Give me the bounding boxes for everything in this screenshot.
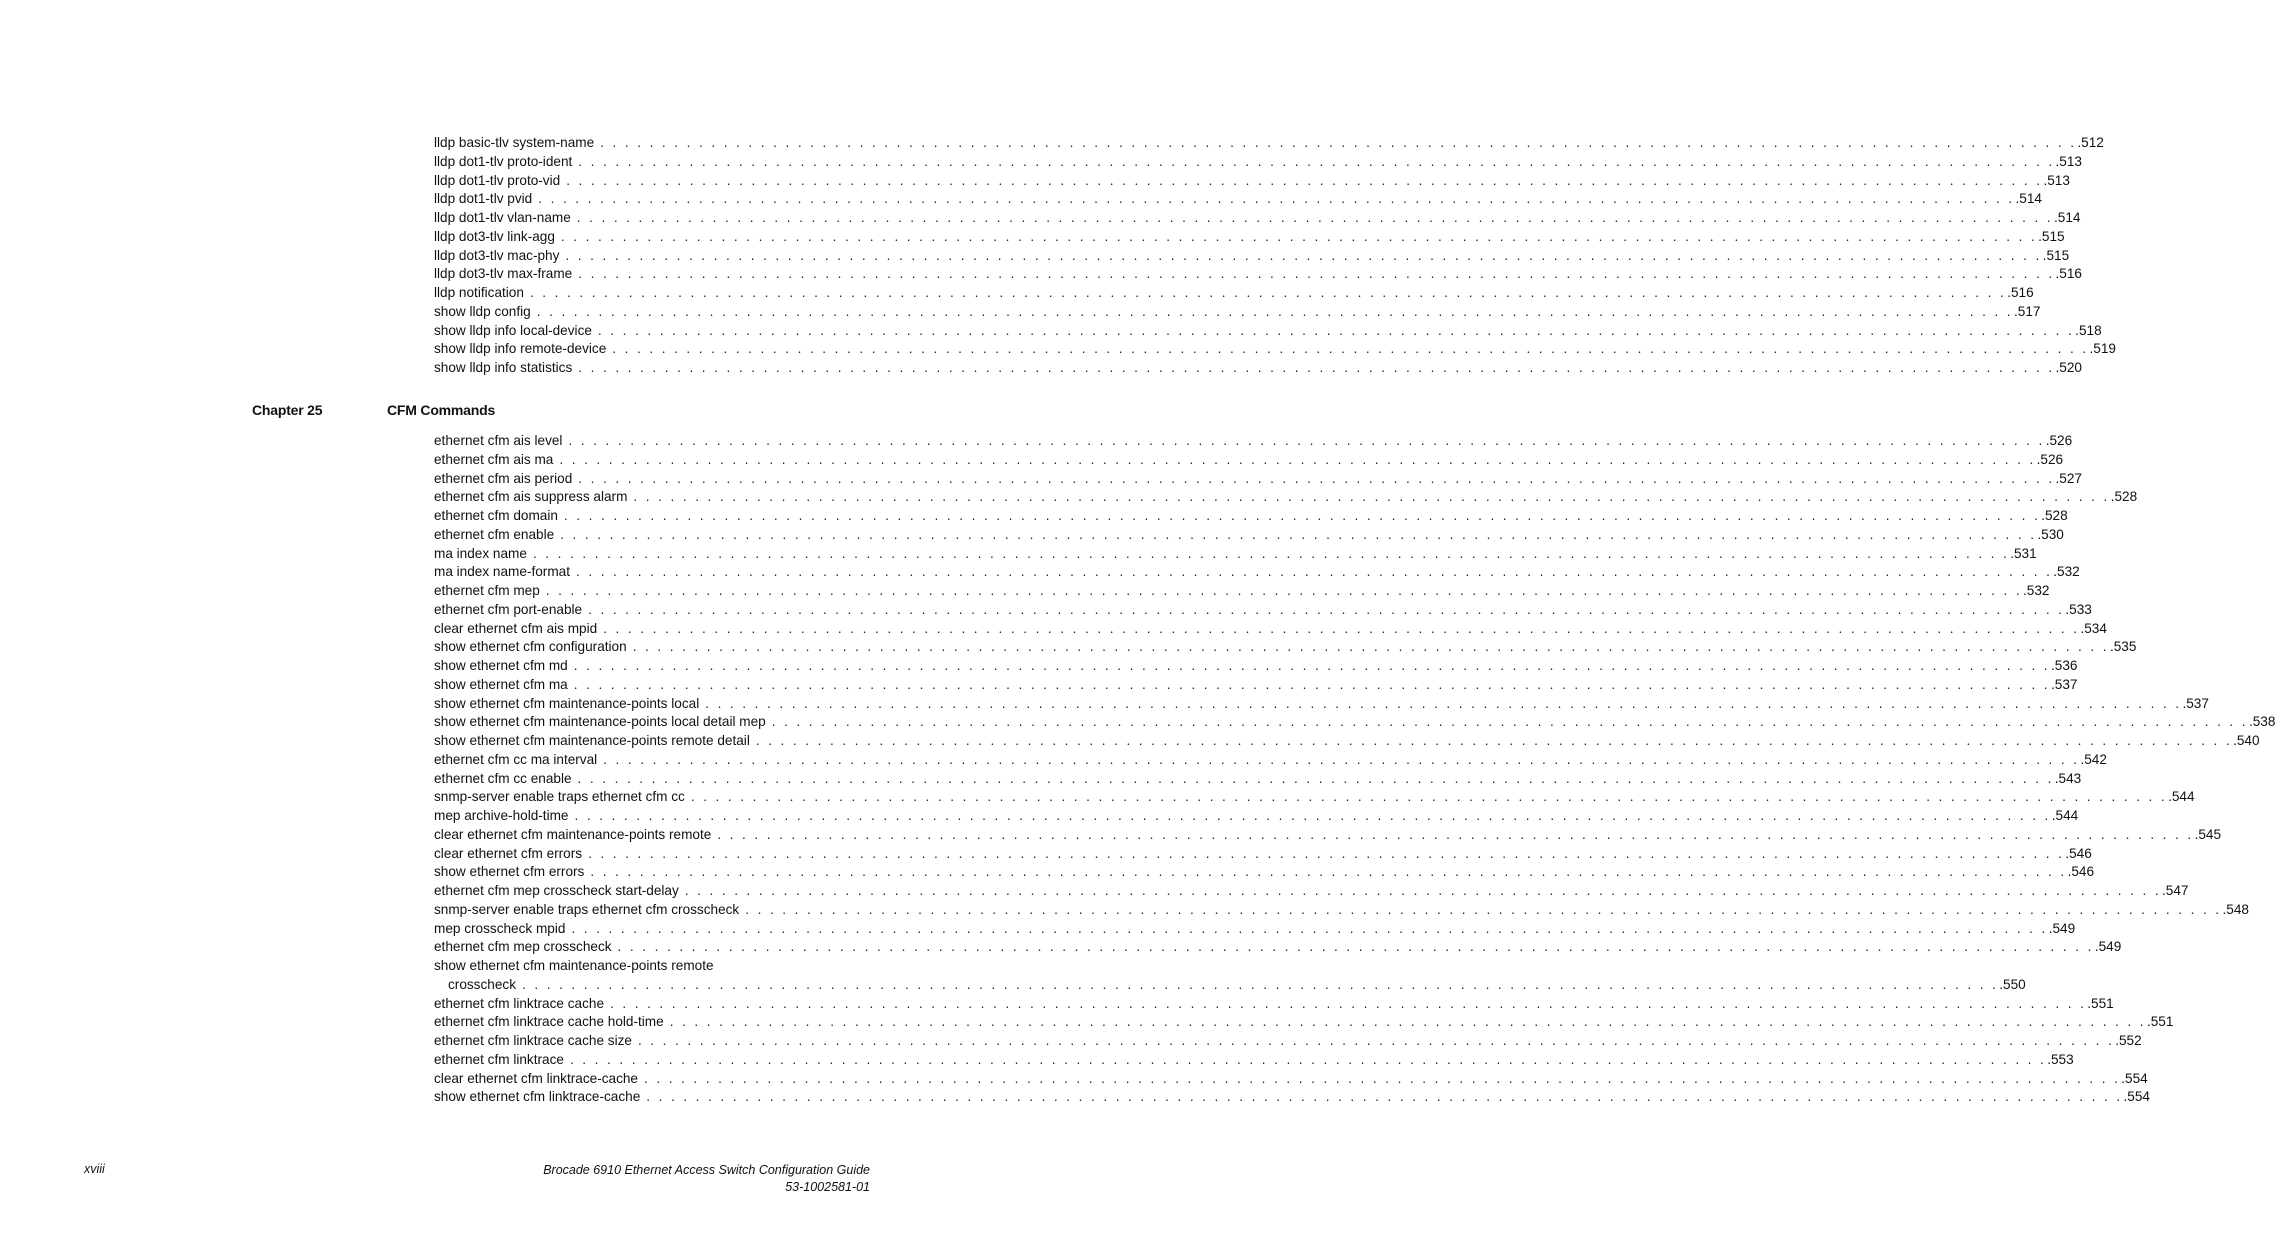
toc-entry-title: show ethernet cfm errors <box>434 864 585 880</box>
toc-leader-dots: . . . . . . . . . . . . . . . . . . . . . . . . . . . . . . . . . . . . . . . . . . . . . . . . . . . . . . . . . . . . . . . . . . . . . . . . . . . . . . . . . . . . . . . . . . . . . . . . . . . . . . . . . . . . . . . . . . . . . . . . <box>637 1033 2115 1048</box>
toc-leader-dots: . . . . . . . . . . . . . . . . . . . . . . . . . . . . . . . . . . . . . . . . . . . . . . . . . . . . . . . . . . . . . . . . . . . . . . . . . . . . . . . . . . . . . . . . . . . . . . . . . . . . . . . . . . . . . . . . . . . . . . . . <box>771 714 2248 730</box>
toc-leader-dots: . . . . . . . . . . . . . . . . . . . . . . . . . . . . . . . . . . . . . . . . . . . . . . . . . . . . . . . . . . . . . . . . . . . . . . . . . . . . . . . . . . . . . . . . . . . . . . . . . . . . . . . . . . . . . . . . . . . . . . . . <box>717 826 2194 842</box>
toc-page-number: .526 <box>2045 433 2073 448</box>
toc-leader-dots: . . . . . . . . . . . . . . . . . . . . . . . . . . . . . . . . . . . . . . . . . . . . . . . . . . . . . . . . . . . . . . . . . . . . . . . . . . . . . . . . . . . . . . . . . . . . . . . . . . . . . . . . . . . . . . . . . . . . . . . . <box>559 451 2036 467</box>
toc-leader-dots: . . . . . . . . . . . . . . . . . . . . . . . . . . . . . . . . . . . . . . . . . . . . . . . . . . . . . . . . . . . . . . . . . . . . . . . . . . . . . . . . . . . . . . . . . . . . . . . . . . . . . . . . . . . . . . . . . . . . . . . . <box>578 470 2055 486</box>
toc-leader-dots: . . . . . . . . . . . . . . . . . . . . . . . . . . . . . . . . . . . . . . . . . . . . . . . . . . . . . . . . . . . . . . . . . . . . . . . . . . . . . . . . . . . . . . . . . . . . . . . . . . . . . . . . . . . . . . . . . . . . . . . . <box>617 939 2094 955</box>
toc-entry[interactable] <box>434 920 2076 939</box>
toc-page-number: .534 <box>2080 620 2107 636</box>
toc-entry-title: ethernet cfm port-enable <box>434 601 583 617</box>
toc-page-number: .528 <box>2110 489 2138 505</box>
toc-entry-title: lldp dot1-tlv vlan-name <box>434 210 571 225</box>
toc-entry[interactable] <box>434 732 2260 751</box>
toc-entry[interactable] <box>434 470 2082 489</box>
toc-entry-title: show lldp config <box>434 303 531 319</box>
toc-leader-dots: . . . . . . . . . . . . . . . . . . . . . . . . . . . . . . . . . . . . . . . . . . . . . . . . . . . . . . . . . . . . . . . . . . . . . . . . . . . . . . . . . . . . . . . . . . . . . . . . . . . . . . . . . . . . . . . . . . . . . . . . <box>560 228 2038 244</box>
toc-entry-title: show ethernet cfm md <box>434 658 568 673</box>
toc-leader-dots: . . . . . . . . . . . . . . . . . . . . . . . . . . . . . . . . . . . . . . . . . . . . . . . . . . . . . . . . . . . . . . . . . . . . . . . . . . . . . . . . . . . . . . . . . . . . . . . . . . . . . . . . . . . . . . . . . . . . . . . . <box>603 751 2080 767</box>
toc-page-number: .537 <box>2182 695 2209 711</box>
toc-leader-dots: . . . . . . . . . . . . . . . . . . . . . . . . . . . . . . . . . . . . . . . . . . . . . . . . . . . . . . . . . . . . . . . . . . . . . . . . . . . . . . . . . . . . . . . . . . . . . . . . . . . . . . . . . . . . . . . . . . . . . . . . <box>532 545 2010 561</box>
toc-entry-title: lldp dot1-tlv proto-ident <box>434 153 573 169</box>
toc-entry-title: show ethernet cfm maintenance-points local detail mep <box>434 714 766 730</box>
toc-entry[interactable] <box>434 340 2116 359</box>
toc-leader-dots: . . . . . . . . . . . . . . . . . . . . . . . . . . . . . . . . . . . . . . . . . . . . . . . . . . . . . . . . . . . . . . . . . . . . . . . . . . . . . . . . . . . . . . . . . . . . . . . . . . . . . . . . . . . . . . . . . . . . . . . . <box>571 920 2048 936</box>
toc-entry-title: ethernet cfm linktrace cache <box>434 995 605 1011</box>
toc-entry[interactable] <box>434 882 2189 901</box>
toc-leader-dots: . . . . . . . . . . . . . . . . . . . . . . . . . . . . . . . . . . . . . . . . . . . . . . . . . . . . . . . . . . . . . . . . . . . . . . . . . . . . . . . . . . . . . . . . . . . . . . . . . . . . . . . . . . . . . . . . . . . . . . . . <box>669 1014 2146 1030</box>
toc-entry-title: lldp notification <box>434 285 524 300</box>
toc-entry[interactable] <box>434 322 2102 341</box>
toc-entry-title: ethernet cfm linktrace <box>434 1051 564 1067</box>
toc-page-number: .537 <box>2050 676 2078 692</box>
toc-entry-continuation[interactable] <box>434 976 2026 995</box>
toc-page-number: .549 <box>2048 920 2076 936</box>
toc-entry[interactable] <box>434 359 2082 378</box>
toc-page-number: .543 <box>2054 770 2082 786</box>
toc-entry-title: ethernet cfm mep crosscheck start-delay <box>434 883 679 898</box>
toc-page-number: .518 <box>2075 322 2102 338</box>
toc-entry[interactable] <box>434 788 2195 807</box>
chapter-title: CFM Commands <box>387 402 496 418</box>
toc-entry[interactable] <box>434 1051 2074 1070</box>
toc-entry[interactable] <box>434 488 2138 507</box>
toc-leader-dots: . . . . . . . . . . . . . . . . . . . . . . . . . . . . . . . . . . . . . . . . . . . . . . . . . . . . . . . . . . . . . . . . . . . . . . . . . . . . . . . . . . . . . . . . . . . . . . . . . . . . . . . . . . . . . . . . . . . . . . . . <box>588 845 2065 861</box>
toc-page-number: .540 <box>2233 733 2260 748</box>
toc-entry[interactable] <box>434 265 2082 284</box>
toc-leader-dots: . . . . . . . . . . . . . . . . . . . . . . . . . . . . . . . . . . . . . . . . . . . . . . . . . . . . . . . . . . . . . . . . . . . . . . . . . . . . . . . . . . . . . . . . . . . . . . . . . . . . . . . . . . . . . . . . . . . . . . . . <box>646 1089 2123 1105</box>
toc-entry[interactable] <box>434 284 2034 303</box>
toc-entry[interactable] <box>434 863 2095 882</box>
toc-leader-dots: . . . . . . . . . . . . . . . . . . . . . . . . . . . . . . . . . . . . . . . . . . . . . . . . . . . . . . . . . . . . . . . . . . . . . . . . . . . . . . . . . . . . . . . . . . . . . . . . . . . . . . . . . . . . . . . . . . . . . . . . <box>590 864 2067 880</box>
toc-leader-dots: . . . . . . . . . . . . . . . . . . . . . . . . . . . . . . . . . . . . . . . . . . . . . . . . . . . . . . . . . . . . . . . . . . . . . . . . . . . . . . . . . . . . . . . . . . . . . . . . . . . . . . . . . . . . . . . . . . . . . . . . <box>612 341 2089 357</box>
toc-page-number: .520 <box>2055 360 2082 375</box>
toc-page-number: .514 <box>2054 210 2081 225</box>
toc-page-number: .516 <box>2055 266 2082 282</box>
toc-leader-dots: . . . . . . . . . . . . . . . . . . . . . . . . . . . . . . . . . . . . . . . . . . . . . . . . . . . . . . . . . . . . . . . . . . . . . . . . . . . . . . . . . . . . . . . . . . . . . . . . . . . . . . . . . . . . . . . . . . . . . . . . <box>573 658 2050 673</box>
toc-page-number: .552 <box>2115 1033 2142 1048</box>
toc-page-number: .546 <box>2065 845 2092 861</box>
toc-page-number: .551 <box>2087 995 2114 1011</box>
toc-entry-title: snmp-server enable traps ethernet cfm cc <box>434 789 685 805</box>
cfm-toc-list <box>434 432 2275 1107</box>
toc-page-number: .512 <box>2077 135 2104 150</box>
toc-entry-title: mep crosscheck mpid <box>434 920 566 936</box>
toc-leader-dots: . . . . . . . . . . . . . . . . . . . . . . . . . . . . . . . . . . . . . . . . . . . . . . . . . . . . . . . . . . . . . . . . . . . . . . . . . . . . . . . . . . . . . . . . . . . . . . . . . . . . . . . . . . . . . . . . . . . . . . . . <box>745 901 2222 917</box>
toc-entry[interactable] <box>434 545 2037 564</box>
toc-entry[interactable] <box>434 303 2041 322</box>
toc-entry[interactable] <box>434 1032 2142 1051</box>
toc-entry[interactable] <box>434 770 2082 789</box>
toc-page-number: .554 <box>2121 1070 2148 1086</box>
toc-leader-dots: . . . . . . . . . . . . . . . . . . . . . . . . . . . . . . . . . . . . . . . . . . . . . . . . . . . . . . . . . . . . . . . . . . . . . . . . . . . . . . . . . . . . . . . . . . . . . . . . . . . . . . . . . . . . . . . . . . . . . . . . <box>536 303 2013 319</box>
toc-page-number: .515 <box>2038 228 2065 244</box>
toc-entry-title: mep archive-hold-time <box>434 808 569 823</box>
toc-leader-dots: . . . . . . . . . . . . . . . . . . . . . . . . . . . . . . . . . . . . . . . . . . . . . . . . . . . . . . . . . . . . . . . . . . . . . . . . . . . . . . . . . . . . . . . . . . . . . . . . . . . . . . . . . . . . . . . . . . . . . . . . <box>578 360 2055 375</box>
toc-leader-dots: . . . . . . . . . . . . . . . . . . . . . . . . . . . . . . . . . . . . . . . . . . . . . . . . . . . . . . . . . . . . . . . . . . . . . . . . . . . . . . . . . . . . . . . . . . . . . . . . . . . . . . . . . . . . . . . . . . . . . . . . <box>573 676 2050 692</box>
toc-entry-title: clear ethernet cfm linktrace-cache <box>434 1070 638 1086</box>
toc-entry[interactable] <box>434 845 2092 864</box>
toc-page-number: .514 <box>2015 191 2042 207</box>
toc-page-number: .545 <box>2194 826 2222 842</box>
lldp-toc-list <box>434 134 2116 378</box>
toc-entry-title: ethernet cfm linktrace cache size <box>434 1033 632 1048</box>
toc-leader-dots: . . . . . . . . . . . . . . . . . . . . . . . . . . . . . . . . . . . . . . . . . . . . . . . . . . . . . . . . . . . . . . . . . . . . . . . . . . . . . . . . . . . . . . . . . . . . . . . . . . . . . . . . . . . . . . . . . . . . . . . . <box>610 995 2087 1011</box>
toc-entry[interactable] <box>434 228 2065 247</box>
toc-page-number: .527 <box>2055 470 2082 486</box>
toc-entry-title-continued: crosscheck <box>448 976 516 992</box>
toc-page-number: .551 <box>2146 1014 2174 1030</box>
toc-entry-title: show ethernet cfm configuration <box>434 639 627 655</box>
toc-entry-title: show lldp info local-device <box>434 322 592 338</box>
toc-entry-title: lldp dot3-tlv max-frame <box>434 266 573 282</box>
toc-entry-title: lldp dot3-tlv link-agg <box>434 228 555 244</box>
toc-entry-title: show ethernet cfm linktrace-cache <box>434 1089 641 1105</box>
toc-page-number: .546 <box>2067 864 2095 880</box>
toc-entry-title: clear ethernet cfm maintenance-points remote <box>434 826 712 842</box>
toc-leader-dots: . . . . . . . . . . . . . . . . . . . . . . . . . . . . . . . . . . . . . . . . . . . . . . . . . . . . . . . . . . . . . . . . . . . . . . . . . . . . . . . . . . . . . . . . . . . . . . . . . . . . . . . . . . . . . . . . . . . . . . . . <box>632 639 2109 655</box>
toc-entry[interactable] <box>434 582 2050 601</box>
toc-page-number: .547 <box>2162 883 2189 898</box>
toc-leader-dots: . . . . . . . . . . . . . . . . . . . . . . . . . . . . . . . . . . . . . . . . . . . . . . . . . . . . . . . . . . . . . . . . . . . . . . . . . . . . . . . . . . . . . . . . . . . . . . . . . . . . . . . . . . . . . . . . . . . . . . . . <box>566 172 2043 188</box>
toc-entry[interactable] <box>434 807 2079 826</box>
toc-page-number: .553 <box>2047 1051 2074 1067</box>
toc-leader-dots: . . . . . . . . . . . . . . . . . . . . . . . . . . . . . . . . . . . . . . . . . . . . . . . . . . . . . . . . . . . . . . . . . . . . . . . . . . . . . . . . . . . . . . . . . . . . . . . . . . . . . . . . . . . . . . . . . . . . . . . . <box>576 210 2054 225</box>
toc-page-number: .528 <box>2041 508 2068 523</box>
toc-page-number: .530 <box>2037 526 2064 542</box>
toc-entry-title: ethernet cfm mep crosscheck <box>434 939 612 955</box>
toc-leader-dots: . . . . . . . . . . . . . . . . . . . . . . . . . . . . . . . . . . . . . . . . . . . . . . . . . . . . . . . . . . . . . . . . . . . . . . . . . . . . . . . . . . . . . . . . . . . . . . . . . . . . . . . . . . . . . . . . . . . . . . . . <box>578 153 2055 169</box>
toc-entry[interactable] <box>434 134 2104 153</box>
toc-leader-dots: . . . . . . . . . . . . . . . . . . . . . . . . . . . . . . . . . . . . . . . . . . . . . . . . . . . . . . . . . . . . . . . . . . . . . . . . . . . . . . . . . . . . . . . . . . . . . . . . . . . . . . . . . . . . . . . . . . . . . . . . <box>560 526 2037 542</box>
toc-entry[interactable] <box>434 1070 2148 1089</box>
footer-guide-title: Brocade 6910 Ethernet Access Switch Configuration Guide <box>543 1163 870 1177</box>
toc-leader-dots: . . . . . . . . . . . . . . . . . . . . . . . . . . . . . . . . . . . . . . . . . . . . . . . . . . . . . . . . . . . . . . . . . . . . . . . . . . . . . . . . . . . . . . . . . . . . . . . . . . . . . . . . . . . . . . . . . . . . . . . . <box>690 789 2168 805</box>
toc-leader-dots: . . . . . . . . . . . . . . . . . . . . . . . . . . . . . . . . . . . . . . . . . . . . . . . . . . . . . . . . . . . . . . . . . . . . . . . . . . . . . . . . . . . . . . . . . . . . . . . . . . . . . . . . . . . . . . . . . . . . . . . . <box>755 733 2233 748</box>
toc-entry-title: snmp-server enable traps ethernet cfm crosscheck <box>434 901 740 917</box>
toc-leader-dots: . . . . . . . . . . . . . . . . . . . . . . . . . . . . . . . . . . . . . . . . . . . . . . . . . . . . . . . . . . . . . . . . . . . . . . . . . . . . . . . . . . . . . . . . . . . . . . . . . . . . . . . . . . . . . . . . . . . . . . . . <box>633 489 2110 505</box>
toc-entry[interactable] <box>434 172 2070 191</box>
toc-entry-title: lldp dot1-tlv pvid <box>434 191 533 207</box>
toc-page-number: .536 <box>2050 658 2078 673</box>
toc-entry[interactable] <box>434 601 2092 620</box>
toc-page-number: .554 <box>2123 1089 2150 1105</box>
toc-entry[interactable] <box>434 826 2222 845</box>
toc-entry-title: lldp basic-tlv system-name <box>434 135 595 150</box>
toc-entry[interactable] <box>434 247 2070 266</box>
toc-entry[interactable] <box>434 209 2081 228</box>
toc-page-number: .533 <box>2065 601 2092 617</box>
toc-entry-title: ma index name-format <box>434 564 570 580</box>
toc-leader-dots: . . . . . . . . . . . . . . . . . . . . . . . . . . . . . . . . . . . . . . . . . . . . . . . . . . . . . . . . . . . . . . . . . . . . . . . . . . . . . . . . . . . . . . . . . . . . . . . . . . . . . . . . . . . . . . . . . . . . . . . . <box>705 695 2182 711</box>
toc-entry[interactable] <box>434 432 2073 451</box>
toc-entry-title: ethernet cfm mep <box>434 583 540 598</box>
toc-page-number: .550 <box>1999 976 2026 992</box>
toc-entry-title: ethernet cfm cc ma interval <box>434 751 598 767</box>
toc-leader-dots: . . . . . . . . . . . . . . . . . . . . . . . . . . . . . . . . . . . . . . . . . . . . . . . . . . . . . . . . . . . . . . . . . . . . . . . . . . . . . . . . . . . . . . . . . . . . . . . . . . . . . . . . . . . . . . . . . . . . . . . . <box>563 508 2041 523</box>
toc-entry[interactable] <box>434 751 2107 770</box>
toc-entry[interactable] <box>434 713 2275 732</box>
toc-leader-dots: . . . . . . . . . . . . . . . . . . . . . . . . . . . . . . . . . . . . . . . . . . . . . . . . . . . . . . . . . . . . . . . . . . . . . . . . . . . . . . . . . . . . . . . . . . . . . . . . . . . . . . . . . . . . . . . . . . . . . . . . <box>644 1070 2121 1086</box>
toc-entry[interactable] <box>434 938 2122 957</box>
toc-entry[interactable] <box>434 190 2042 209</box>
toc-entry-title: ethernet cfm ais level <box>434 433 563 448</box>
footer-doc-number: 53-1002581-01 <box>785 1180 870 1194</box>
toc-leader-dots: . . . . . . . . . . . . . . . . . . . . . . . . . . . . . . . . . . . . . . . . . . . . . . . . . . . . . . . . . . . . . . . . . . . . . . . . . . . . . . . . . . . . . . . . . . . . . . . . . . . . . . . . . . . . . . . . . . . . . . . . <box>588 601 2065 617</box>
toc-entry[interactable] <box>434 995 2114 1014</box>
toc-entry-title: ethernet cfm cc enable <box>434 770 572 786</box>
toc-entry[interactable] <box>434 657 2078 676</box>
toc-entry-title: ma index name <box>434 545 527 561</box>
toc-leader-dots: . . . . . . . . . . . . . . . . . . . . . . . . . . . . . . . . . . . . . . . . . . . . . . . . . . . . . . . . . . . . . . . . . . . . . . . . . . . . . . . . . . . . . . . . . . . . . . . . . . . . . . . . . . . . . . . . . . . . . . . . <box>597 322 2075 338</box>
toc-entry[interactable] <box>434 620 2107 639</box>
toc-page-number: .544 <box>2051 808 2079 823</box>
toc-leader-dots: . . . . . . . . . . . . . . . . . . . . . . . . . . . . . . . . . . . . . . . . . . . . . . . . . . . . . . . . . . . . . . . . . . . . . . . . . . . . . . . . . . . . . . . . . . . . . . . . . . . . . . . . . . . . . . . . . . . . . . . . <box>574 808 2051 823</box>
toc-entry-title: ethernet cfm enable <box>434 526 555 542</box>
chapter-number: Chapter 25 <box>252 402 323 418</box>
toc-entry[interactable] <box>434 1088 2150 1107</box>
toc-leader-dots: . . . . . . . . . . . . . . . . . . . . . . . . . . . . . . . . . . . . . . . . . . . . . . . . . . . . . . . . . . . . . . . . . . . . . . . . . . . . . . . . . . . . . . . . . . . . . . . . . . . . . . . . . . . . . . . . . . . . . . . . <box>545 583 2023 598</box>
toc-page-number: .531 <box>2010 545 2037 561</box>
toc-leader-dots: . . . . . . . . . . . . . . . . . . . . . . . . . . . . . . . . . . . . . . . . . . . . . . . . . . . . . . . . . . . . . . . . . . . . . . . . . . . . . . . . . . . . . . . . . . . . . . . . . . . . . . . . . . . . . . . . . . . . . . . . <box>569 1051 2047 1067</box>
toc-page-number: .513 <box>2043 172 2070 188</box>
toc-leader-dots: . . . . . . . . . . . . . . . . . . . . . . . . . . . . . . . . . . . . . . . . . . . . . . . . . . . . . . . . . . . . . . . . . . . . . . . . . . . . . . . . . . . . . . . . . . . . . . . . . . . . . . . . . . . . . . . . . . . . . . . . <box>684 883 2162 898</box>
toc-leader-dots: . . . . . . . . . . . . . . . . . . . . . . . . . . . . . . . . . . . . . . . . . . . . . . . . . . . . . . . . . . . . . . . . . . . . . . . . . . . . . . . . . . . . . . . . . . . . . . . . . . . . . . . . . . . . . . . . . . . . . . . . <box>578 266 2055 282</box>
toc-leader-dots: . . . . . . . . . . . . . . . . . . . . . . . . . . . . . . . . . . . . . . . . . . . . . . . . . . . . . . . . . . . . . . . . . . . . . . . . . . . . . . . . . . . . . . . . . . . . . . . . . . . . . . . . . . . . . . . . . . . . . . . . <box>600 135 2077 150</box>
toc-page-number: .532 <box>2023 583 2050 598</box>
toc-entry-title: ethernet cfm ais suppress alarm <box>434 489 628 505</box>
footer-doc-info <box>543 1162 870 1196</box>
toc-page-number: .515 <box>2042 247 2070 263</box>
toc-entry[interactable] <box>434 153 2082 172</box>
toc-entry-title: show ethernet cfm ma <box>434 676 568 692</box>
toc-entry-title: clear ethernet cfm errors <box>434 845 583 861</box>
toc-entry-title: show lldp info remote-device <box>434 341 607 357</box>
toc-entry-title: show ethernet cfm maintenance-points remote detail <box>434 733 750 748</box>
toc-entry-title: show ethernet cfm maintenance-points remote <box>434 958 714 973</box>
toc-page-number: .535 <box>2109 639 2137 655</box>
toc-page-number: .517 <box>2013 303 2041 319</box>
toc-entry-title: show ethernet cfm maintenance-points local <box>434 695 700 711</box>
toc-page-number: .549 <box>2094 939 2122 955</box>
toc-page-number: .542 <box>2080 751 2107 767</box>
toc-entry-title: lldp dot1-tlv proto-vid <box>434 172 561 188</box>
toc-entry[interactable] <box>434 507 2068 526</box>
toc-page-number: .538 <box>2248 714 2275 730</box>
toc-entry-title: ethernet cfm linktrace cache hold-time <box>434 1014 664 1030</box>
toc-entry[interactable] <box>434 526 2064 545</box>
toc-entry-title: clear ethernet cfm ais mpid <box>434 620 598 636</box>
footer-page-number: xviii <box>84 1162 105 1176</box>
toc-leader-dots: . . . . . . . . . . . . . . . . . . . . . . . . . . . . . . . . . . . . . . . . . . . . . . . . . . . . . . . . . . . . . . . . . . . . . . . . . . . . . . . . . . . . . . . . . . . . . . . . . . . . . . . . . . . . . . . . . . . . . . . . <box>603 620 2080 636</box>
toc-entry[interactable] <box>434 676 2078 695</box>
toc-page-number: .544 <box>2168 789 2195 805</box>
toc-entry[interactable] <box>434 563 2080 582</box>
toc-entry-title: ethernet cfm ais period <box>434 470 573 486</box>
toc-leader-dots: . . . . . . . . . . . . . . . . . . . . . . . . . . . . . . . . . . . . . . . . . . . . . . . . . . . . . . . . . . . . . . . . . . . . . . . . . . . . . . . . . . . . . . . . . . . . . . . . . . . . . . . . . . . . . . . . . . . . . . . . <box>576 564 2053 580</box>
toc-entry[interactable] <box>434 638 2137 657</box>
toc-entry[interactable] <box>434 957 842 976</box>
toc-entry[interactable] <box>434 695 2209 714</box>
toc-page-number: .532 <box>2053 564 2080 580</box>
toc-entry[interactable] <box>434 1013 2174 1032</box>
toc-leader-dots: . . . . . . . . . . . . . . . . . . . . . . . . . . . . . . . . . . . . . . . . . . . . . . . . . . . . . . . . . . . . . . . . . . . . . . . . . . . . . . . . . . . . . . . . . . . . . . . . . . . . . . . . . . . . . . . . . . . . . . . . <box>568 433 2045 448</box>
toc-leader-dots: . . . . . . . . . . . . . . . . . . . . . . . . . . . . . . . . . . . . . . . . . . . . . . . . . . . . . . . . . . . . . . . . . . . . . . . . . . . . . . . . . . . . . . . . . . . . . . . . . . . . . . . . . . . . . . . . . . . . . . . . <box>529 285 2007 300</box>
toc-page-number: .513 <box>2055 153 2082 169</box>
toc-leader-dots: . . . . . . . . . . . . . . . . . . . . . . . . . . . . . . . . . . . . . . . . . . . . . . . . . . . . . . . . . . . . . . . . . . . . . . . . . . . . . . . . . . . . . . . . . . . . . . . . . . . . . . . . . . . . . . . . . . . . . . . . <box>538 191 2015 207</box>
toc-leader-dots: . . . . . . . . . . . . . . . . . . . . . . . . . . . . . . . . . . . . . . . . . . . . . . . . . . . . . . . . . . . . . . . . . . . . . . . . . . . . . . . . . . . . . . . . . . . . . . . . . . . . . . . . . . . . . . . . . . . . . . . . <box>522 976 1999 992</box>
toc-page-number: .526 <box>2036 451 2064 467</box>
toc-page-number: .548 <box>2222 901 2249 917</box>
toc-entry[interactable] <box>434 451 2064 470</box>
toc-entry-title: ethernet cfm domain <box>434 508 558 523</box>
toc-entry-title: lldp dot3-tlv mac-phy <box>434 247 560 263</box>
toc-entry-title: ethernet cfm ais ma <box>434 451 554 467</box>
toc-leader-dots: . . . . . . . . . . . . . . . . . . . . . . . . . . . . . . . . . . . . . . . . . . . . . . . . . . . . . . . . . . . . . . . . . . . . . . . . . . . . . . . . . . . . . . . . . . . . . . . . . . . . . . . . . . . . . . . . . . . . . . . . <box>565 247 2042 263</box>
toc-leader-dots: . . . . . . . . . . . . . . . . . . . . . . . . . . . . . . . . . . . . . . . . . . . . . . . . . . . . . . . . . . . . . . . . . . . . . . . . . . . . . . . . . . . . . . . . . . . . . . . . . . . . . . . . . . . . . . . . . . . . . . . . <box>577 770 2054 786</box>
toc-page-number: .519 <box>2089 341 2116 357</box>
toc-entry[interactable] <box>434 901 2249 920</box>
toc-entry-title: show lldp info statistics <box>434 360 573 375</box>
toc-page-number: .516 <box>2007 285 2034 300</box>
